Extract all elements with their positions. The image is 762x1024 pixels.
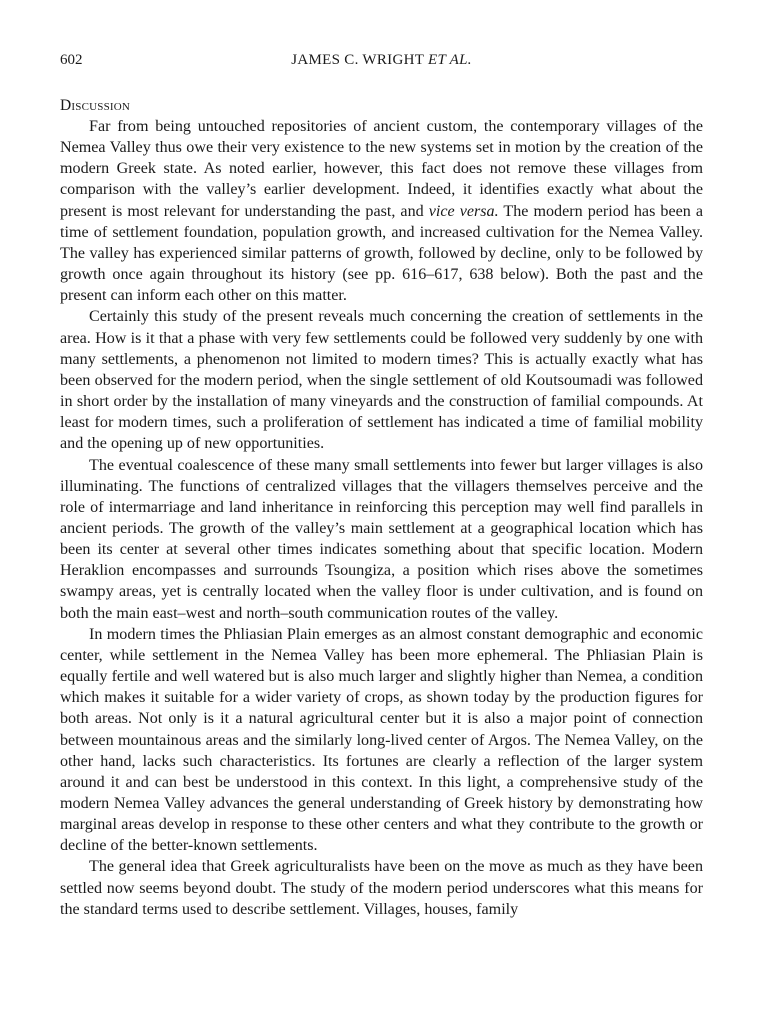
running-head-author [60, 52, 703, 69]
paragraph-5: The general idea that Greek agriculturalists have been on the move as much as they have been settled now seems beyond doubt. The study of the modern period underscores what this means for the standard terms used to describe settlement. Villages, houses, family [60, 858, 703, 918]
journal-page [60, 52, 703, 920]
running-head [60, 52, 703, 74]
paragraph-2: Certainly this study of the present reveals much concerning the creation of settlements in the area. How is it that a phase with very few settlements could be followed very suddenly by one with many settlements, a phenomenon not limited to modern times? This is actually exactly what has been observed for the modern period, when the single settlement of old Koutsoumadi was followed in short order by the installation of many vineyards and the construction of familial compounds. At least for modern times, such a proliferation of settlement has indicated a time of familial mobility and the opening up of new opportunities. [60, 308, 703, 453]
paragraph-1-italic-phrase: vice versa. [428, 202, 499, 220]
author-name: JAMES C. WRIGHT [291, 52, 424, 68]
author-suffix: ET AL. [428, 52, 472, 68]
paragraph-1-text-before: Far from being untouched repositories of ancient custom, the contemporary villages of the Nemea Valley thus owe their very existence to the new systems set in motion by the creation of the modern Greek state. As noted earlier, however, this fact does not remove these villages from comparison with the valley’s earlier development. Indeed, it identifies exactly what about the present is most relevant for understanding the past, and [60, 118, 703, 220]
page-number: 602 [60, 52, 83, 68]
body-text [60, 116, 703, 920]
paragraph-1-text-after: The modern period has been a time of settlement foundation, population growth, and increased cultivation for the Nemea Valley. The valley has experienced similar patterns of growth, followed by decline, only to be followed by growth once again throughout its history (see pp. 616–617, 638 below). Both the past and the present can inform each other on this matter. [60, 202, 704, 305]
paragraph-3: The eventual coalescence of these many small settlements into fewer but larger villages is also illuminating. The functions of centralized villages that the villagers themselves perceive and the role of intermarriage and land inheritance in reinforcing this perception may well find parallels in ancient periods. The growth of the valley’s main settlement at a geographical location which has been its center at several other times indicates something about that specific location. Modern Heraklion encompasses and surrounds Tsoungiza, a position which rises above the sometimes swampy areas, yet is centrally located when the valley floor is under cultivation, and is found on both the main east–west and north–south communication routes of the valley. [60, 456, 703, 622]
paragraph-1 [60, 116, 703, 306]
paragraph-4: In modern times the Phliasian Plain emerges as an almost constant demographic and economic center, while settlement in the Nemea Valley has been more ephemeral. The Phliasian Plain is equally fertile and well watered but is also much larger and slightly higher than Nemea, a condition which makes it suitable for a wider variety of crops, as shown today by the production figures for both areas. Not only is it a natural agricultural center but it is also a major point of connection between mountainous areas and the similarly long-lived center of Argos. The Nemea Valley, on the other hand, lacks such characteristics. Its fortunes are clearly a reflection of the larger system around it and can best be understood in this context. In this light, a comprehensive study of the modern Nemea Valley advances the general understanding of Greek history by demonstrating how marginal areas develop in response to these other centers and what they contribute to the growth or decline of the better-known settlements. [60, 625, 703, 855]
section-heading: Discussion [60, 97, 131, 114]
